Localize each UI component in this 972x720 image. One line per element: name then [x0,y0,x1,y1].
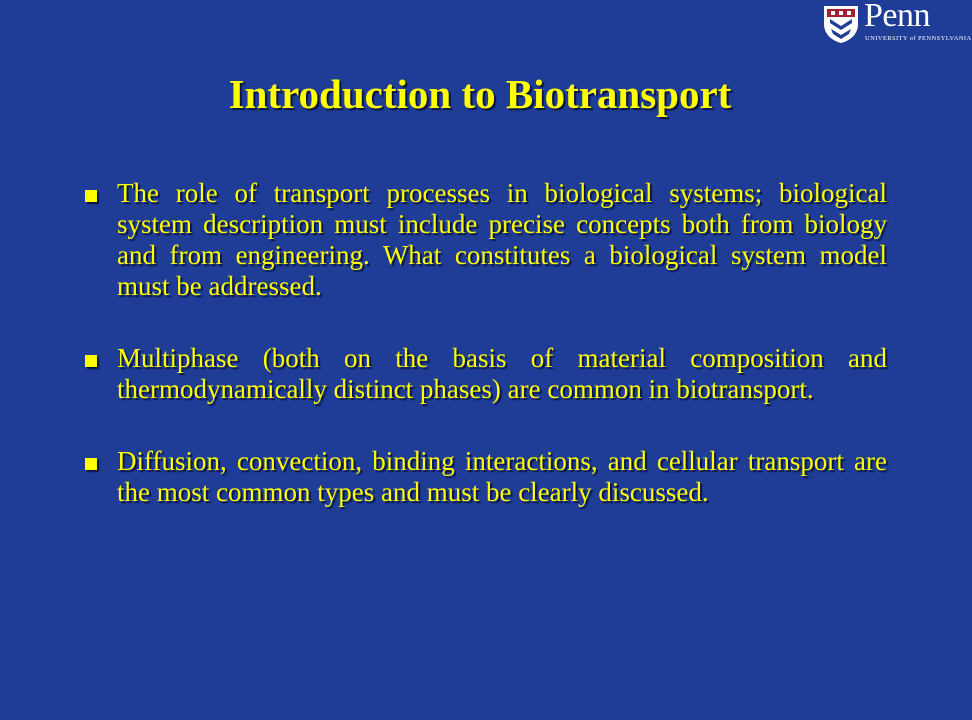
bullet-text: The role of transport processes in biological systems; biological system description must include precise concepts both from biology and from engineering. What constitutes a biological system model must be addressed. [117,178,887,301]
square-bullet-icon [85,355,97,367]
bullet-text: Diffusion, convection, binding interactions, and cellular transport are the most common types and must be clearly discussed. [117,446,887,507]
square-bullet-icon [85,190,97,202]
bullet-item [85,178,887,302]
penn-shield-icon [822,4,860,44]
square-bullet-icon [85,458,97,470]
bullet-list [85,178,887,549]
penn-logo [822,0,972,46]
bullet-text: Multiphase (both on the basis of material composition and thermodynamically distinct phases) are common in biotransport. [117,343,887,404]
logo-wordmark: Penn [864,0,930,34]
logo-subtitle: UNIVERSITY of PENNSYLVANIA [865,35,972,42]
slide-title: Introduction to Biotransport [228,71,732,117]
bullet-item [85,446,887,508]
bullet-item [85,343,887,405]
